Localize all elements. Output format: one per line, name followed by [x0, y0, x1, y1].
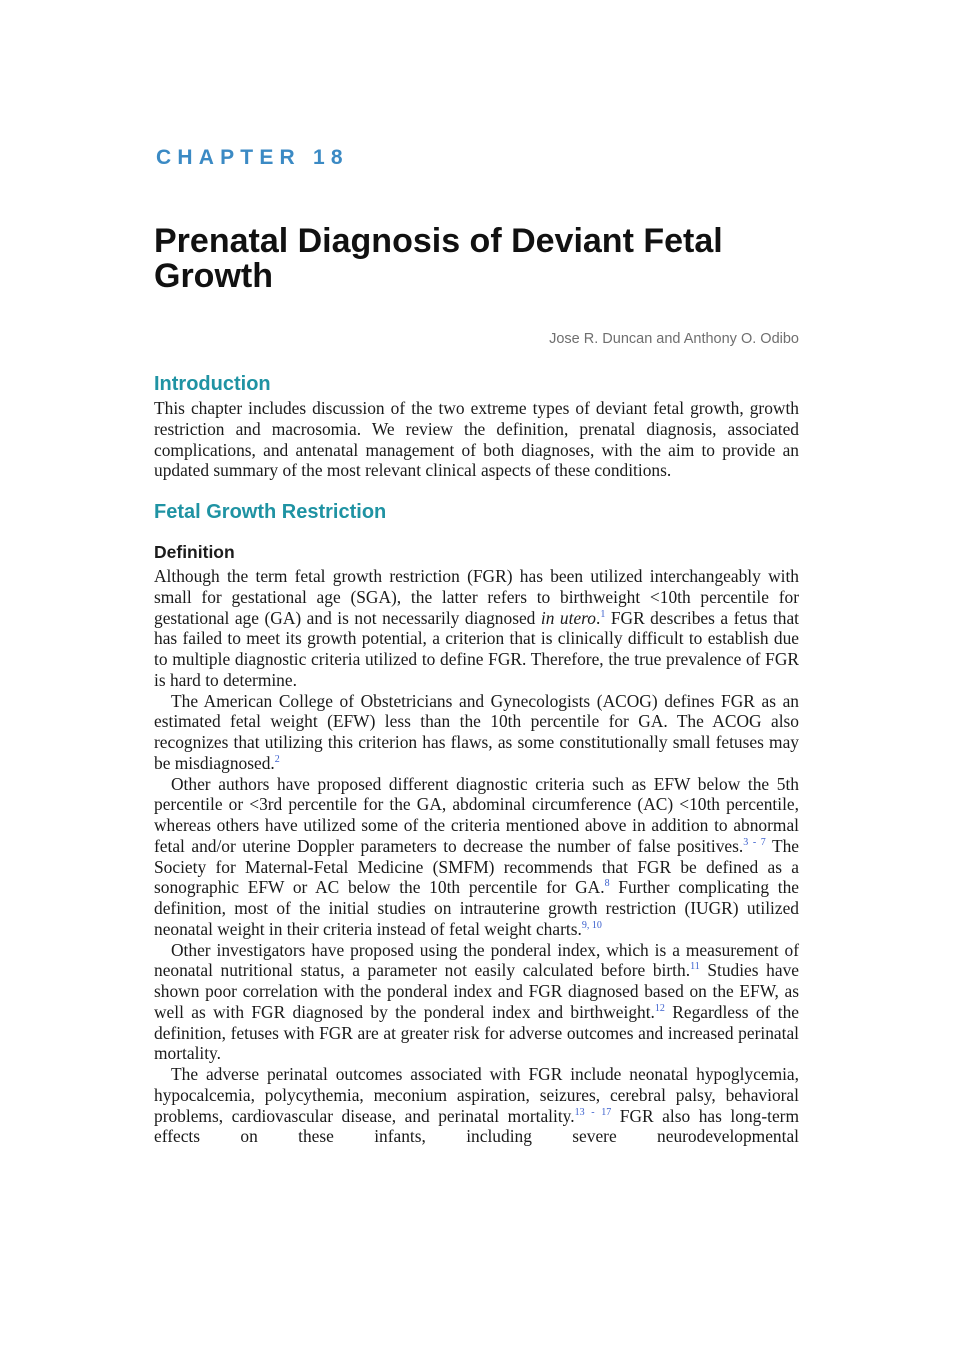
definition-heading: Definition [154, 542, 235, 562]
introduction-heading: Introduction [154, 373, 271, 395]
p3-text-b: The Society for Maternal-Fetal Medicine (SMFM) recommends that FGR be defined as a sonographic EFW or AC below the 10th percentile for GA. [154, 835, 799, 898]
definition-paragraph-1 [154, 566, 799, 691]
p2-text-a: The American College of Obstetricians and Gynecologists (ACOG) defines FGR as an estimated fetal weight (EFW) less than the 10th percentile for GA. The ACOG also recognizes that utilizing this criterion has flaws, as some constitutionally small fetuses may be misdiagnosed. [154, 690, 799, 773]
p1-text-c: FGR describes a fetus that has failed to meet its growth potential, a criterion that is clinically difficult to establish due to multiple diagnostic criteria utilized to define FGR. Therefore, the true prevalence of FGR is hard to determine. [154, 607, 799, 690]
reference-link[interactable]: 9, 10 [581, 919, 602, 931]
fgr-heading: Fetal Growth Restriction [154, 501, 387, 523]
definition-paragraph-3 [154, 774, 799, 940]
reference-link[interactable]: 2 [274, 753, 280, 765]
reference-link[interactable]: 1 [600, 608, 606, 620]
chapter-label: CHAPTER 18 [156, 146, 349, 169]
reference-link[interactable]: 13 - 17 [574, 1106, 612, 1118]
p3-text-a: Other authors have proposed different diagnostic criteria such as EFW below the 5th percentile or <3rd percentile for the GA, abdominal circumference (AC) <10th percentile, whereas others have utilized some of the criteria mentioned above in addition to abnormal fetal and/or uterine Doppler parameters to decrease the number of false positives. [154, 773, 799, 856]
p3-text-c: Further complicating the definition, most of the initial studies on intrauterine growth restriction (IUGR) utilized neonatal weight in their criteria instead of fetal weight charts. [154, 877, 799, 939]
p1-italic-term: in utero [540, 607, 596, 628]
reference-link[interactable]: 3 - 7 [743, 836, 766, 848]
p4-text-c: Regardless of the definition, fetuses with FGR are at greater risk for adverse outcomes and increased perinatal mortality. [154, 1001, 799, 1064]
introduction-paragraph: This chapter includes discussion of the two extreme types of deviant fetal growth, growth restriction and macrosomia. We review the definition, prenatal diagnosis, associated complications, and antenatal management of both diagnoses, with the aim to provide an updated summary of the most relevant clinical aspects of these conditions. [154, 398, 799, 481]
p4-text-a: Other investigators have proposed using the ponderal index, which is a measurement of neonatal nutritional status, a parameter not easily calculated before birth. [154, 939, 799, 981]
p1-text-b: . [595, 607, 601, 628]
reference-link[interactable]: 8 [604, 878, 610, 890]
chapter-title: Prenatal Diagnosis of Deviant Fetal Growth [154, 222, 723, 295]
reference-link[interactable]: 12 [654, 1002, 665, 1014]
chapter-body [154, 371, 799, 1147]
chapter-authors: Jose R. Duncan and Anthony O. Odibo [549, 331, 799, 347]
reference-link[interactable]: 11 [690, 961, 700, 973]
p5-text-a: The adverse perinatal outcomes associated with FGR include neonatal hypoglycemia, hypocalcemia, polycythemia, meconium aspiration, seizures, cerebral palsy, behavioral problems, cardiovascular disease, and perinatal mortality. [154, 1064, 799, 1126]
definition-paragraph-5 [154, 1064, 799, 1147]
definition-paragraph-4 [154, 940, 799, 1065]
p4-text-b: Studies have shown poor correlation with the ponderal index and FGR diagnosed based on the EFW, as well as with FGR diagnosed by the ponderal index and birthweight. [154, 960, 799, 1022]
definition-paragraph-2 [154, 691, 799, 774]
p1-text-a: Although the term fetal growth restriction (FGR) has been utilized interchangeably with small for gestational age (SGA), the latter refers to birthweight <10th percentile for gestational age (GA) and is not necessarily diagnosed [154, 566, 799, 628]
p5-text-b: FGR also has long-term effects on these infants, including severe neurodevelopmental [154, 1105, 799, 1147]
